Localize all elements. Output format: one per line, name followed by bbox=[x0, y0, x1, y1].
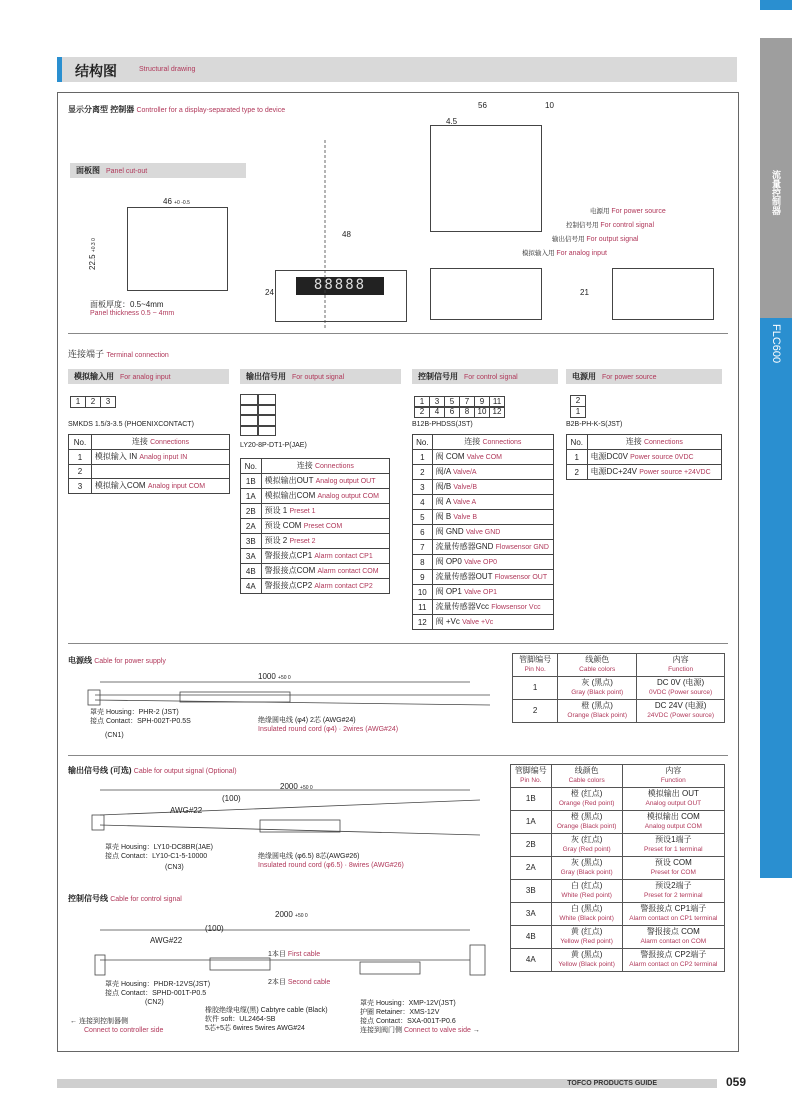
power-table: No. 连接 Connections 1 电源DC0V Power source 0VDC 2 电源DC+24V Power source +24VDC bbox=[566, 434, 722, 480]
page-number: 059 bbox=[726, 1075, 747, 1089]
table-row: 2 橙 (黑点) Orange (Black point) DC 24V (电源) 24VDC (Power source) bbox=[513, 700, 725, 723]
table-row: 1 灰 (黑点) Gray (Black point) DC 0V (电源) 0VDC (Power source) bbox=[513, 677, 725, 700]
table-row: 2B 灰 (红点) Gray (Red point) 预设1端子 Preset for 1 terminal bbox=[511, 834, 725, 857]
output-signal-title: 输出信号用 For output signal bbox=[240, 369, 401, 384]
analog-input-title: 模拟输入用 For analog input bbox=[68, 369, 229, 384]
side-tab-lower-label: FLC600 bbox=[770, 324, 782, 364]
output-part: LY20-8P-DT1-P(JAE) bbox=[240, 442, 307, 449]
power-title: 电源用 For power source bbox=[566, 369, 722, 384]
table-row: 11 流量传感器Vcc Flowsensor Vcc bbox=[413, 600, 554, 615]
control-cable-sublen: (100) bbox=[205, 924, 224, 933]
controller-title: 显示分离型 控制器 Controller for a display-separated type to device bbox=[68, 105, 286, 114]
control-part: B12B-PHDSS(JST) bbox=[412, 421, 473, 428]
analog-part: SMKDS 1.5/3-3.5 (PHOENIXCONTACT) bbox=[68, 421, 194, 428]
table-row: 2A 灰 (黑点) Gray (Black point) 预设 COM Preset for COM bbox=[511, 857, 725, 880]
output-table: No. 连接 Connections 1B 模拟输出OUT Analog output OUT 1A 模拟输出COM Analog output COM 2B 预设 1 Preset 1 2A 预设 COM Preset COM 3B 预设 2 Preset 2 3A 警报接点CP1 Alarm contact CP1 4B 警报接点COM Alarm contact COM 4A 警报接点CP2 Alarm contact CP2 bbox=[240, 458, 390, 594]
table-row: 2 阀/A Valve/A bbox=[413, 465, 554, 480]
cutout-width: 46 +0 -0.5 bbox=[163, 197, 190, 206]
table-row: 5 阀 B Valve B bbox=[413, 510, 554, 525]
table-row: 4A 警报接点CP2 Alarm contact CP2 bbox=[241, 579, 390, 594]
table-row: 1B 模拟输出OUT Analog output OUT bbox=[241, 474, 390, 489]
side-width: 56 bbox=[478, 101, 487, 110]
page-subtitle: Structural drawing bbox=[139, 66, 196, 73]
side-inner: 4.5 bbox=[446, 117, 458, 126]
table-row: 3A 警报接点CP1 Alarm contact CP1 bbox=[241, 549, 390, 564]
table-row: 9 流量传感器OUT Flowsensor OUT bbox=[413, 570, 554, 585]
connect-controller: ← 连接到控制器侧 Connect to controller side bbox=[70, 1018, 164, 1034]
table-row: 1B 橙 (红点) Orange (Red point) 模拟输出 OUT Analog output OUT bbox=[511, 788, 725, 811]
table-row: 3A 白 (黑点) White (Black point) 警报接点 CP1端子 Alarm contact on CP1 terminal bbox=[511, 903, 725, 926]
control-cable-title: 控制信号线 Cable for control signal bbox=[68, 894, 182, 903]
output-cable-table: 管脚编号 Pin No. 线颜色 Cable colors 内容 Function 1B 橙 (红点) Orange (Red point) 模拟输出 OUT Analog output OUT 1A 橙 (黑点) Orange (Black point) 模拟输出 COM Analog output COM 2B 灰 (红点) Gray (Red point) 预设1端子 Preset for 1 terminal 2A 灰 (黑点) Gray (Black point) 预设 COM Preset for COM 3B 白 (红点) White (Red point) 预设2端子 Preset for 2 terminal 3A 白 (黑点) White (Black point) 警报接点 CP1端子 Alarm contact on CP1 terminal 4B 黄 (红点) Yellow (Red point) 警报接点 COM Alarm contact on COM 4A 黄 (黑点) Yellow (Black point) 警报接点 CP2端子 Alarm contact on CP2 terminal bbox=[510, 764, 725, 972]
rear-label-power: 电源用 For power source bbox=[590, 208, 666, 215]
output-cable-cord: 绝缘圆电线 (φ6.5) 8芯(AWG#26) Insulated round cord (φ6.5) · 8wires (AWG#26) bbox=[258, 853, 404, 869]
table-row: 3 模拟输入COM Analog input COM bbox=[69, 479, 230, 494]
power-cable-housing: 罩壳 Housing：PHR-2 (JST) 接点 Contact：SPH-002T-P0.5S (CN1) bbox=[90, 709, 191, 739]
table-row: 10 阀 OP1 Valve OP1 bbox=[413, 585, 554, 600]
table-row: 2B 预设 1 Preset 1 bbox=[241, 504, 390, 519]
table-row: 3 阀/B Valve/B bbox=[413, 480, 554, 495]
output-cable-title: 输出信号线 (可选) Cable for output signal (Optional) bbox=[68, 766, 237, 775]
connection-title: 连接端子 Terminal connection bbox=[68, 349, 169, 359]
page-title: 结构图 bbox=[75, 63, 117, 79]
control-cable-awg: AWG#22 bbox=[150, 936, 183, 945]
table-row: 1A 橙 (黑点) Orange (Black point) 模拟输出 COM Analog output COM bbox=[511, 811, 725, 834]
front-height: 24 bbox=[265, 288, 274, 297]
table-row: 2 电源DC+24V Power source +24VDC bbox=[567, 465, 722, 480]
output-cable-housing: 罩壳 Housing：LY10-DC8BR(JAE) 接点 Contact：LY10-C1-5-10000 (CN3) bbox=[105, 844, 214, 871]
table-row: 6 阀 GND Valve GND bbox=[413, 525, 554, 540]
table-row: 8 阀 OP0 Valve OP0 bbox=[413, 555, 554, 570]
table-row: 4B 警报接点COM Alarm contact COM bbox=[241, 564, 390, 579]
control-cable-housing: 罩壳 Housing：PHDR-12VS(JST) 接点 Contact：SPHD-001T-P0.5 (CN2) bbox=[105, 981, 211, 1006]
table-row: 7 流量传感器GND Flowsensor GND bbox=[413, 540, 554, 555]
rear-label-output: 输出信号用 For output signal bbox=[552, 236, 639, 243]
panel-cutout-title: 面板图 Panel cut-out bbox=[70, 163, 246, 178]
table-row: 1 电源DC0V Power source 0VDC bbox=[567, 450, 722, 465]
power-cable-table: 管脚编号 Pin No. 线颜色 Cable colors 内容 Function 1 灰 (黑点) Gray (Black point) DC 0V (电源) 0VDC (Power source) 2 橙 (黑点) Orange (Black point) DC 24V (电源) 24VDC (Power source) bbox=[512, 653, 725, 723]
analog-pins: 1 2 3 bbox=[71, 396, 116, 408]
cutout-height: 22.5 +0.3 0 bbox=[88, 238, 97, 270]
table-row: 4 阀 A Valve A bbox=[413, 495, 554, 510]
control-signal-title: 控制信号用 For control signal bbox=[412, 369, 558, 384]
power-part: B2B-PH-K-S(JST) bbox=[566, 421, 623, 428]
table-row: 4B 黄 (红点) Yellow (Red point) 警报接点 COM Alarm contact on COM bbox=[511, 926, 725, 949]
power-pins: 2 1 bbox=[570, 395, 586, 418]
output-cable-awg: AWG#22 bbox=[170, 806, 203, 815]
table-row: 12 阀 +Vc Valve +Vc bbox=[413, 615, 554, 630]
side-tab-upper-label: 流量控制器 bbox=[771, 170, 781, 215]
control-pins-bottom: 2 4 6 8 10 12 bbox=[415, 406, 505, 418]
table-row: 3B 预设 2 Preset 2 bbox=[241, 534, 390, 549]
output-cable-length: 2000 +50 0 bbox=[280, 782, 313, 791]
table-row: 4A 黄 (黑点) Yellow (Black point) 警报接点 CP2端子 Alarm contact on CP2 terminal bbox=[511, 949, 725, 972]
control-table: No. 连接 Connections 1 阀 COM Valve COM 2 阀/A Valve/A 3 阀/B Valve/B 4 阀 A Valve A 5 阀 B Valve B 6 阀 GND Valve GND 7 流量传感器GND Flowsensor GND 8 阀 OP0 Valve OP0 9 流量传感器OUT Flowsensor OUT 10 阀 OP1 Valve OP1 11 流量传感器Vcc Flowsensor Vcc 12 阀 +Vc Valve +Vc bbox=[412, 434, 554, 630]
side-thickness: 10 bbox=[545, 101, 554, 110]
rear-label-control: 控制信号用 For control signal bbox=[566, 222, 655, 229]
table-row: 1 阀 COM Valve COM bbox=[413, 450, 554, 465]
output-cable-sublen: (100) bbox=[222, 794, 241, 803]
power-cable-title: 电源线 Cable for power supply bbox=[68, 656, 166, 665]
analog-table: No. 连接 Connections 1 模拟输入 IN Analog input IN 2 3 模拟输入COM Analog input COM bbox=[68, 434, 230, 494]
control-pins-top: 1 3 5 7 9 11 bbox=[415, 396, 505, 408]
rear-label-analog: 模拟输入用 For analog input bbox=[522, 250, 607, 257]
control-cable-length: 2000 +50 0 bbox=[275, 910, 308, 919]
control-cable-cord: 橡胶绝缘电缆(黑) Cabtyre cable (Black) 软件 soft：UL2464-SB 5芯+5芯 6wires 5wires AWG#24 bbox=[205, 1007, 328, 1032]
second-cable-label: 2本目 Second cable bbox=[268, 979, 331, 986]
power-cable-cord: 绝缘圆电线 (φ4) 2芯 (AWG#24) Insulated round cord (φ4) · 2wires (AWG#24) bbox=[258, 717, 399, 733]
footer-guide: TOFCO PRODUCTS GUIDE bbox=[567, 1080, 657, 1087]
front-width: 48 bbox=[342, 230, 351, 239]
table-row: 1 模拟输入 IN Analog input IN bbox=[69, 450, 230, 465]
rear-height: 21 bbox=[580, 288, 589, 297]
table-row: 3B 白 (红点) White (Red point) 预设2端子 Preset for 2 terminal bbox=[511, 880, 725, 903]
first-cable-label: 1本目 First cable bbox=[268, 951, 321, 958]
control-cable-right: 罩壳 Housing：XMP-12V(JST) 护圈 Retainer：XMS-12V 接点 Contact：SXA-001T-P0.6 连接到阀门侧 Connect to valve side → bbox=[360, 1000, 480, 1034]
table-row: 2 bbox=[69, 465, 230, 479]
table-row: 1A 模拟输出COM Analog output COM bbox=[241, 489, 390, 504]
table-row: 2A 预设 COM Preset COM bbox=[241, 519, 390, 534]
display-digits: 88888 bbox=[296, 277, 384, 295]
footer-bar bbox=[57, 1079, 717, 1088]
power-cable-length: 1000 +50 0 bbox=[258, 672, 291, 681]
panel-thickness: 面板厚度：0.5~4mm Panel thickness 0.5 ~ 4mm bbox=[90, 300, 175, 317]
